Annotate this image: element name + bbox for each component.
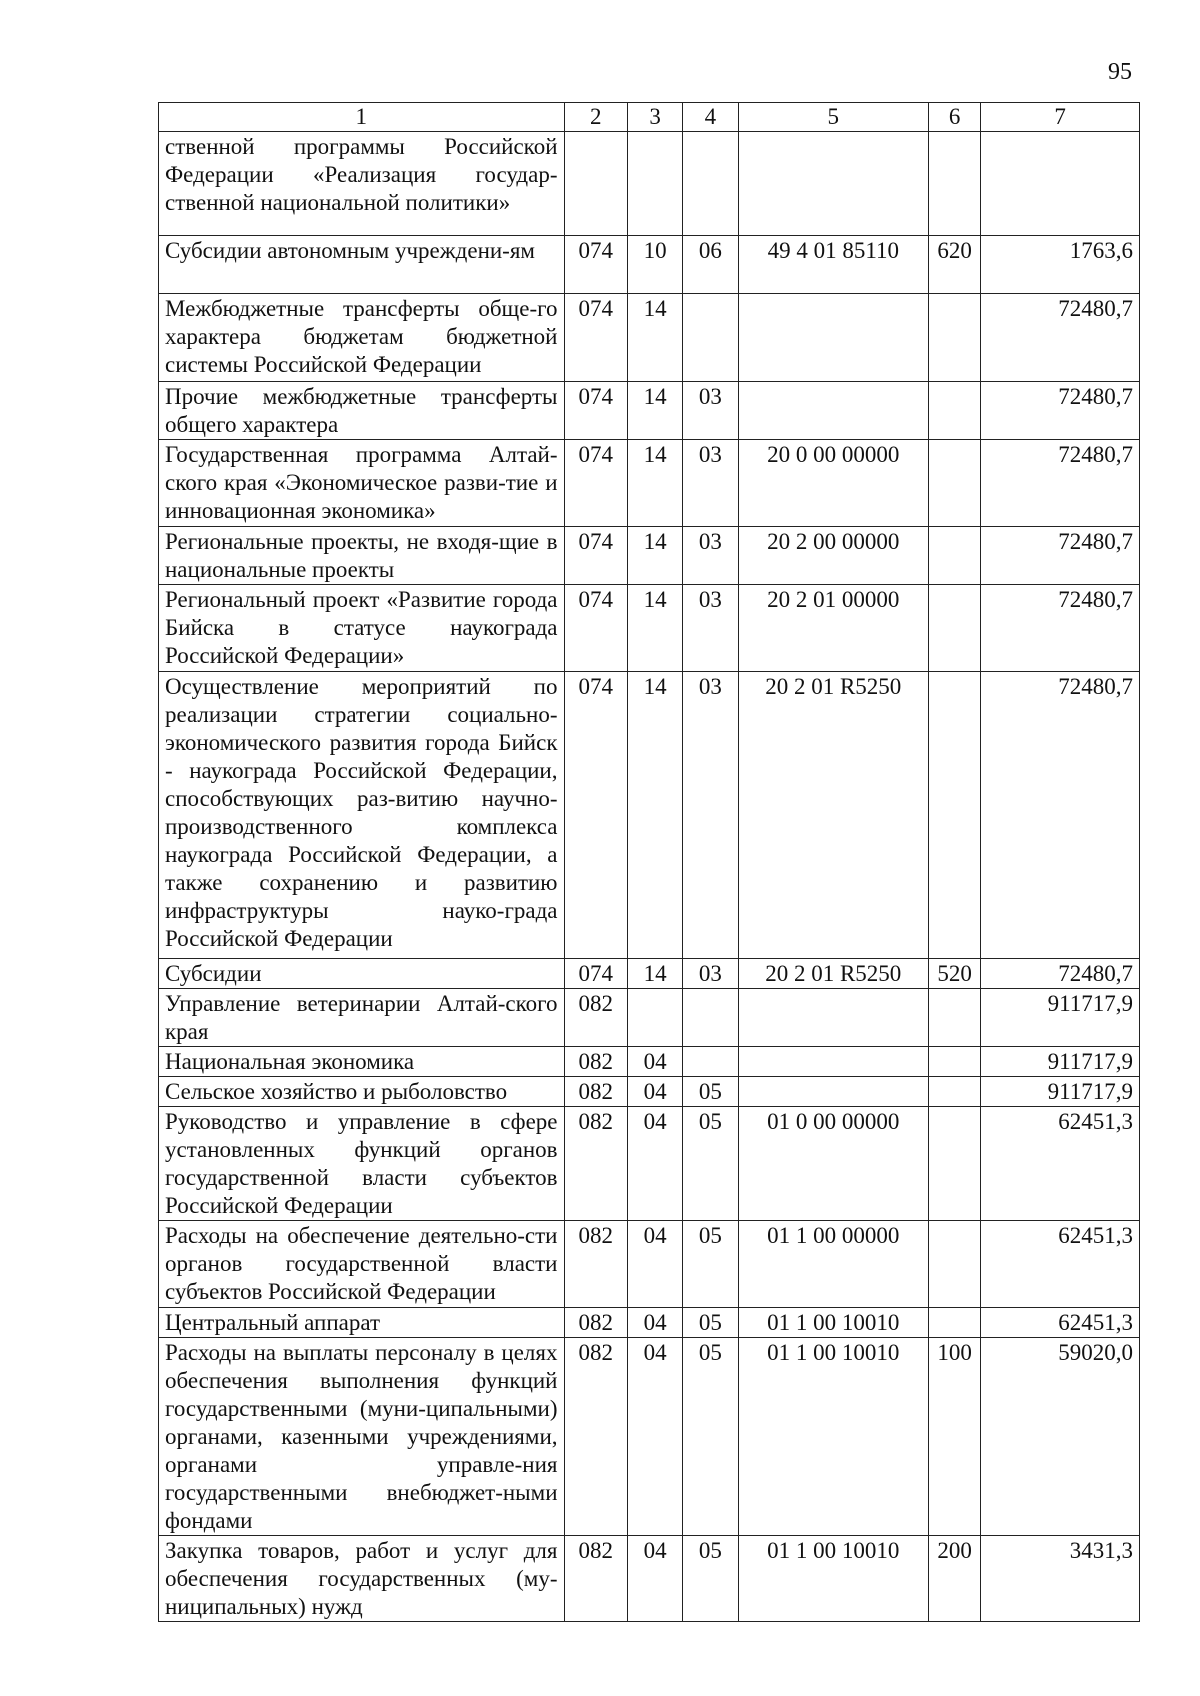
table-row <box>159 1107 1140 1221</box>
column-header-5: 5 <box>738 103 928 132</box>
cell-subsection: 03 <box>683 585 738 672</box>
cell-target-article: 20 2 01 R5250 <box>738 959 928 989</box>
cell-expense-type <box>929 1308 981 1338</box>
cell-amount: 72480,7 <box>981 959 1140 989</box>
cell-subsection: 05 <box>683 1107 738 1221</box>
row-name: Расходы на выплаты персоналу в целях обеспечения выполнения функций государственными (муни-ципальными) органами, казенными учреждениями, органами управле-ния государственными внебюджет-ными фондами <box>159 1338 565 1536</box>
cell-target-article: 49 4 01 85110 <box>738 236 928 294</box>
cell-amount: 62451,3 <box>981 1308 1140 1338</box>
cell-subsection <box>683 989 738 1047</box>
cell-subsection <box>683 294 738 382</box>
cell-section: 14 <box>627 959 682 989</box>
cell-section: 04 <box>627 1047 682 1077</box>
cell-admin-code: 074 <box>564 959 627 989</box>
cell-amount: 72480,7 <box>981 440 1140 527</box>
cell-expense-type <box>929 294 981 382</box>
row-name: ственной программы Российской Федерации «Реализация государ-ственной национальной политики» <box>159 132 565 236</box>
cell-subsection: 03 <box>683 527 738 585</box>
column-header-3: 3 <box>627 103 682 132</box>
row-name: Управление ветеринарии Алтай-ского края <box>159 989 565 1047</box>
cell-target-article: 01 1 00 00000 <box>738 1221 928 1308</box>
page-number: 95 <box>1108 59 1132 85</box>
cell-admin-code: 082 <box>564 1308 627 1338</box>
cell-admin-code: 074 <box>564 236 627 294</box>
cell-section: 04 <box>627 1107 682 1221</box>
cell-amount: 72480,7 <box>981 294 1140 382</box>
cell-section: 14 <box>627 382 682 440</box>
cell-target-article: 01 1 00 10010 <box>738 1536 928 1622</box>
cell-target-article <box>738 132 928 236</box>
cell-section: 14 <box>627 440 682 527</box>
cell-target-article: 01 0 00 00000 <box>738 1107 928 1221</box>
cell-expense-type <box>929 585 981 672</box>
table-row <box>159 440 1140 527</box>
cell-subsection: 03 <box>683 959 738 989</box>
cell-target-article: 01 1 00 10010 <box>738 1338 928 1536</box>
header-row <box>159 103 1140 132</box>
cell-expense-type <box>929 672 981 959</box>
cell-subsection: 05 <box>683 1338 738 1536</box>
cell-target-article <box>738 294 928 382</box>
cell-admin-code: 082 <box>564 1338 627 1536</box>
cell-target-article: 01 1 00 10010 <box>738 1308 928 1338</box>
cell-amount <box>981 132 1140 236</box>
row-name: Национальная экономика <box>159 1047 565 1077</box>
cell-subsection: 06 <box>683 236 738 294</box>
table-row <box>159 1536 1140 1622</box>
row-name: Региональный проект «Развитие города Бийска в статусе наукограда Российской Федерации» <box>159 585 565 672</box>
cell-admin-code: 082 <box>564 1221 627 1308</box>
column-header-7: 7 <box>981 103 1140 132</box>
cell-expense-type <box>929 1107 981 1221</box>
table-row <box>159 294 1140 382</box>
cell-expense-type <box>929 989 981 1047</box>
cell-section: 04 <box>627 1338 682 1536</box>
cell-admin-code: 082 <box>564 1077 627 1107</box>
cell-section: 14 <box>627 294 682 382</box>
table-row <box>159 672 1140 959</box>
cell-admin-code <box>564 132 627 236</box>
cell-amount: 62451,3 <box>981 1107 1140 1221</box>
cell-expense-type: 620 <box>929 236 981 294</box>
cell-section: 14 <box>627 672 682 959</box>
cell-section: 14 <box>627 527 682 585</box>
cell-subsection: 03 <box>683 382 738 440</box>
row-name: Прочие межбюджетные трансферты общего характера <box>159 382 565 440</box>
cell-subsection: 03 <box>683 672 738 959</box>
cell-admin-code: 082 <box>564 1047 627 1077</box>
row-name: Региональные проекты, не входя-щие в национальные проекты <box>159 527 565 585</box>
cell-amount: 911717,9 <box>981 1047 1140 1077</box>
cell-section: 14 <box>627 585 682 672</box>
row-name: Сельское хозяйство и рыболовство <box>159 1077 565 1107</box>
table-row <box>159 1077 1140 1107</box>
cell-amount: 911717,9 <box>981 1077 1140 1107</box>
cell-subsection <box>683 1047 738 1077</box>
table-row <box>159 382 1140 440</box>
cell-section: 04 <box>627 1308 682 1338</box>
cell-amount: 3431,3 <box>981 1536 1140 1622</box>
cell-section <box>627 132 682 236</box>
cell-amount: 72480,7 <box>981 672 1140 959</box>
cell-section: 04 <box>627 1221 682 1308</box>
cell-subsection: 05 <box>683 1077 738 1107</box>
cell-amount: 1763,6 <box>981 236 1140 294</box>
table-row <box>159 132 1140 236</box>
cell-target-article: 20 2 01 R5250 <box>738 672 928 959</box>
table-row <box>159 1338 1140 1536</box>
column-header-1: 1 <box>159 103 565 132</box>
cell-expense-type: 200 <box>929 1536 981 1622</box>
cell-admin-code: 074 <box>564 382 627 440</box>
row-name: Субсидии <box>159 959 565 989</box>
budget-table <box>158 102 1140 1622</box>
row-name: Центральный аппарат <box>159 1308 565 1338</box>
column-header-2: 2 <box>564 103 627 132</box>
cell-section <box>627 989 682 1047</box>
cell-admin-code: 074 <box>564 527 627 585</box>
cell-admin-code: 074 <box>564 672 627 959</box>
column-header-4: 4 <box>683 103 738 132</box>
cell-target-article <box>738 989 928 1047</box>
cell-expense-type: 100 <box>929 1338 981 1536</box>
cell-section: 04 <box>627 1536 682 1622</box>
cell-amount: 59020,0 <box>981 1338 1140 1536</box>
row-name: Осуществление мероприятий по реализации стратегии социально-экономического развития города Бийск - наукограда Российской Федерации, способствующих раз-витию научно-производственного комплекса наукограда Российской Федерации, а также сохранению и развитию инфраструктуры науко-града Российской Федерации <box>159 672 565 959</box>
row-name: Государственная программа Алтай-ского края «Экономическое разви-тие и инновационная экономика» <box>159 440 565 527</box>
cell-amount: 72480,7 <box>981 585 1140 672</box>
cell-expense-type <box>929 382 981 440</box>
cell-target-article <box>738 382 928 440</box>
table-body <box>159 132 1140 1622</box>
cell-subsection: 05 <box>683 1221 738 1308</box>
cell-admin-code: 074 <box>564 585 627 672</box>
table-row <box>159 1047 1140 1077</box>
cell-admin-code: 082 <box>564 989 627 1047</box>
cell-target-article <box>738 1077 928 1107</box>
cell-expense-type: 520 <box>929 959 981 989</box>
cell-admin-code: 074 <box>564 294 627 382</box>
cell-expense-type <box>929 1221 981 1308</box>
cell-section: 10 <box>627 236 682 294</box>
row-name: Расходы на обеспечение деятельно-сти органов государственной власти субъектов Российской Федерации <box>159 1221 565 1308</box>
cell-target-article: 20 2 01 00000 <box>738 585 928 672</box>
cell-expense-type <box>929 1047 981 1077</box>
row-name: Межбюджетные трансферты обще-го характера бюджетам бюджетной системы Российской Федерации <box>159 294 565 382</box>
cell-expense-type <box>929 527 981 585</box>
cell-target-article: 20 0 00 00000 <box>738 440 928 527</box>
table-row <box>159 527 1140 585</box>
cell-admin-code: 074 <box>564 440 627 527</box>
row-name: Руководство и управление в сфере установленных функций органов государственной власти субъектов Российской Федерации <box>159 1107 565 1221</box>
cell-expense-type <box>929 1077 981 1107</box>
cell-subsection: 05 <box>683 1308 738 1338</box>
cell-expense-type <box>929 440 981 527</box>
cell-amount: 72480,7 <box>981 382 1140 440</box>
table-row <box>159 989 1140 1047</box>
table-row <box>159 236 1140 294</box>
cell-subsection: 03 <box>683 440 738 527</box>
row-name: Закупка товаров, работ и услуг для обеспечения государственных (му-ниципальных) нужд <box>159 1536 565 1622</box>
cell-subsection: 05 <box>683 1536 738 1622</box>
cell-target-article <box>738 1047 928 1077</box>
table-row <box>159 585 1140 672</box>
table-row <box>159 1221 1140 1308</box>
cell-amount: 62451,3 <box>981 1221 1140 1308</box>
column-header-6: 6 <box>929 103 981 132</box>
cell-target-article: 20 2 00 00000 <box>738 527 928 585</box>
table-row <box>159 1308 1140 1338</box>
table-row <box>159 959 1140 989</box>
cell-subsection <box>683 132 738 236</box>
cell-amount: 911717,9 <box>981 989 1140 1047</box>
cell-admin-code: 082 <box>564 1107 627 1221</box>
cell-admin-code: 082 <box>564 1536 627 1622</box>
cell-expense-type <box>929 132 981 236</box>
row-name: Субсидии автономным учреждени-ям <box>159 236 565 294</box>
cell-amount: 72480,7 <box>981 527 1140 585</box>
cell-section: 04 <box>627 1077 682 1107</box>
